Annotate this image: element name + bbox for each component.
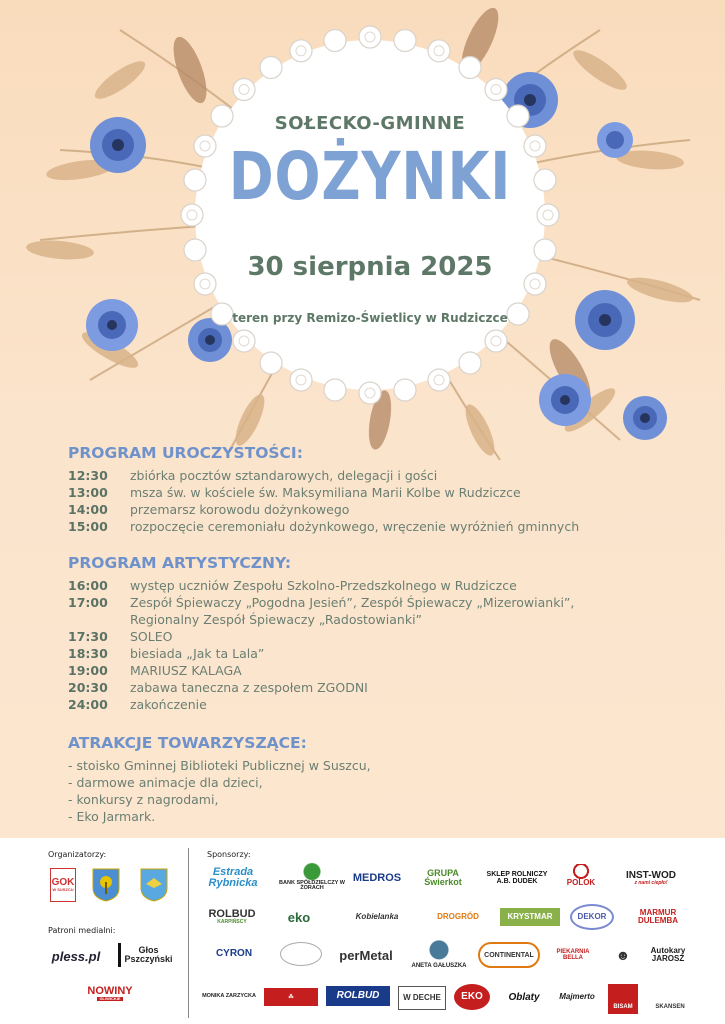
attractions [68,734,371,825]
art-heading: PROGRAM ARTYSTYCZNY: [68,554,292,572]
rolbud-sub: KARPIŃSCY [217,919,247,925]
rolbud-text: ROLBUD [208,908,256,920]
sponsor-logo[interactable]: ANETA GAŁUSZKA [408,938,470,972]
program-row [68,501,579,518]
gok-logo-sub: W SUSZCU [52,887,74,892]
program-time: 24:00 [68,697,108,712]
sponsor-logo[interactable]: BISAM [608,984,638,1014]
sponsor-logo[interactable] [280,942,322,966]
sponsor-logo[interactable] [612,866,690,890]
program-row [68,679,574,696]
sponsor-logo[interactable]: GRUPA Świerkot [424,868,462,887]
sponsor-logo[interactable]: perMetal [339,947,393,963]
ceremony-heading: PROGRAM UROCZYSTOŚCI: [68,444,303,462]
program-row [68,467,579,484]
pless-logo[interactable]: pless.pl [51,948,101,964]
program-time: 18:30 [68,646,108,661]
program-time: 17:00 [68,595,108,610]
sponsor-logo[interactable]: SKANSEN [655,1004,685,1010]
organizers-label: Organizatorzy: [48,850,107,859]
sponsor-logo[interactable]: MONIKA ZARZYCKA [202,993,256,1000]
sponsor-logo[interactable] [200,904,264,930]
gok-logo[interactable] [50,868,76,902]
program-desc: Zespół Śpiewaczy „Pogodna Jesień”, Zespół Śpiewaczy „Mizerowianki”, [130,595,575,610]
program-desc: Regionalny Zespół Śpiewaczy „Radostowianki” [130,612,423,627]
program-desc: występ uczniów Zespołu Szkolno-Przedszkolnego w Rudziczce [130,578,517,593]
sponsor-logo[interactable]: MEDROS [352,871,402,884]
glos-pszczynski-logo[interactable]: Głos Pszczyński [118,943,176,967]
program-time: 17:30 [68,629,108,644]
nowiny-logo-sub: GLIWICKIE [99,995,121,1001]
program-desc: zbiórka pocztów sztandarowych, delegacji i gości [130,468,438,483]
program-time: 15:00 [68,519,108,534]
mascot-icon[interactable]: ☻ [615,947,631,963]
attraction-item: - Eko Jarmark. [68,809,156,824]
sponsor-logo[interactable]: CYRON [215,948,253,959]
gok-logo-text: GOK [51,877,75,888]
program-time [68,611,130,628]
sponsor-logo[interactable]: BANK SPÓŁDZIELCZY W ŻORACH [278,862,346,894]
attraction-item: - konkursy z nagrodami, [68,792,219,807]
program-desc: biesiada „Jak ta Lala” [130,646,265,661]
program-desc: rozpoczęcie ceremoniału dożynkowego, wręczenie wyróżnień gminnych [130,519,580,534]
program-desc: MARIUSZ KALAGA [130,663,242,678]
event-subtitle: SOŁECKO-GMINNE [274,113,466,134]
program-desc: SOLEO [130,629,173,644]
sponsor-logo[interactable]: ⁂ [264,988,318,1006]
program-desc: msza św. w kościele św. Maksymiliana Marii Kolbe w Rudziczce [130,485,521,500]
program-desc: zabawa taneczna z zespołem ZGODNI [130,680,368,695]
lace-border-icon [180,25,560,405]
event-title: DOŻYNKI [228,138,512,215]
nowiny-logo[interactable] [82,984,138,1002]
program-row [68,611,574,628]
footer-divider [188,848,189,1018]
program-row [68,484,579,501]
sponsor-logo[interactable]: Kobielanka [355,912,399,921]
sponsor-logo[interactable]: DROGRÓD [437,912,479,921]
sponsor-logo[interactable]: W DECHE [398,986,446,1010]
sponsor-logo[interactable]: MARMUR DULEMBA [638,908,678,925]
program-time: 19:00 [68,663,108,678]
program-time: 16:00 [68,578,108,593]
program-desc: zakończenie [130,697,207,712]
program-row [68,594,574,611]
inst-wod-text: INST-WOD [626,869,676,881]
sponsor-logo[interactable]: Oblaty [508,992,540,1003]
sponsor-logo[interactable]: ROLBUD [326,986,390,1006]
sponsor-logo[interactable]: Autokary JAROSZ [650,946,686,963]
gmina-crest-icon[interactable] [92,868,120,902]
event-venue: teren przy Remizo-Świetlicy w Rudziczce [232,311,508,325]
program-time: 20:30 [68,680,108,695]
sponsors-footer [0,838,725,1024]
program-row [68,662,574,679]
sponsor-logo[interactable]: EKO [454,984,490,1010]
attractions-heading: ATRAKCJE TOWARZYSZĄCE: [68,734,307,752]
nowiny-logo-text: NOWINY [87,984,133,997]
village-crest-icon[interactable] [140,868,168,902]
program-row [68,577,574,594]
art-program [68,554,574,713]
sponsor-logo[interactable]: Estrada Rybnicka [208,866,258,889]
program-desc: przemarsz korowodu dożynkowego [130,502,350,517]
attraction-item: - stoisko Gminnej Biblioteki Publicznej w Suszcu, [68,758,371,773]
attraction-item: - darmowe animacje dla dzieci, [68,775,263,790]
sponsor-logo[interactable]: PIEKARNIA BELLA [556,949,590,961]
program-row [68,645,574,662]
sponsor-logo[interactable]: DEKOR [570,904,614,930]
media-label: Patroni medialni: [48,926,116,935]
program-row [68,518,579,535]
sponsor-logo[interactable]: eko [287,909,311,925]
program-time: 12:30 [68,468,108,483]
sponsor-logo[interactable]: CONTINENTAL [478,942,540,968]
program-row [68,696,574,713]
sponsor-logo[interactable]: SKLEP ROLNICZY A.B. DUDEK [486,871,548,885]
program-time: 13:00 [68,485,108,500]
sponsors-label: Sponsorzy: [207,850,251,859]
program-time: 14:00 [68,502,108,517]
sponsor-logo[interactable]: Majmerto [559,992,595,1001]
sponsor-logo[interactable]: KRYSTMAR [500,908,560,926]
event-date: 30 sierpnia 2025 [247,252,493,282]
program-row [68,628,574,645]
inst-wod-sub: z nami ciepło! [634,879,668,886]
ceremony-program [68,444,579,535]
sponsor-logo[interactable]: POLOK [558,864,604,892]
